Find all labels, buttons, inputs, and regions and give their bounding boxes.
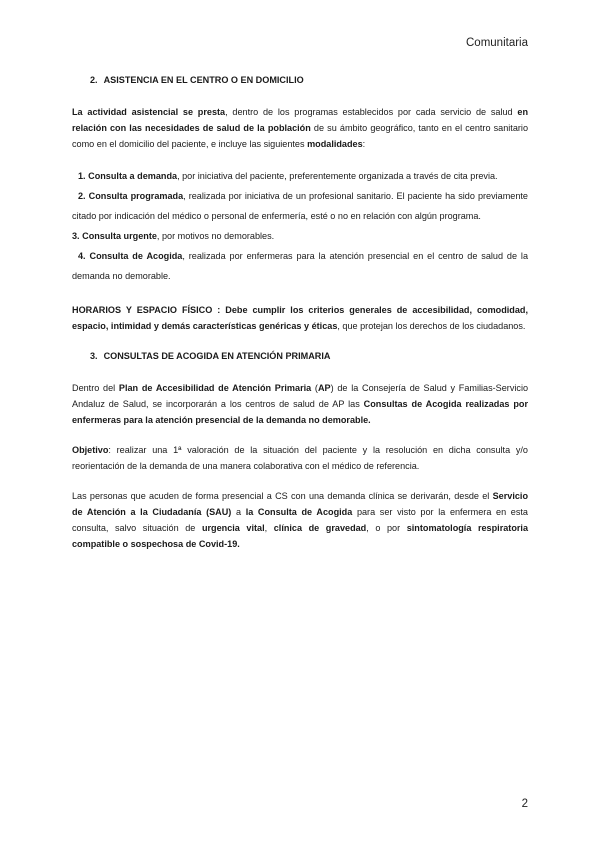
plan-text-3: ) de la Consejería de Salud y Familias-Servicio Andaluz de Salud, se incorporarán a los centros de salud de AP las xyxy=(72,383,529,409)
derivacion-bold-2: la Consulta de Acogida xyxy=(245,507,353,517)
derivacion-text-1: Las personas que acuden de forma presencial a CS con una demanda clínica se derivarán, desde el xyxy=(72,491,493,501)
derivacion-text-2: a xyxy=(231,507,246,517)
plan-text-2: ( xyxy=(311,383,318,393)
list-item-number: 1. xyxy=(78,171,86,181)
list-item xyxy=(72,226,528,246)
plan-bold-2: AP xyxy=(317,383,331,393)
plan-text-1: Dentro del xyxy=(72,383,119,393)
intro-bold-2: en relación con las necesidades de salud de la población xyxy=(72,107,529,133)
list-item-text: , realizada por iniciativa de un profesional sanitario. El paciente ha sido previamente citado por indicación del médico o personal de enfermería, esté o no en relación con algún programa. xyxy=(72,191,528,221)
list-item xyxy=(72,246,528,286)
horarios-text: , que protejan los derechos de los ciudadanos. xyxy=(337,321,526,331)
horarios-paragraph xyxy=(72,302,528,334)
list-item xyxy=(72,166,528,186)
section-number: 2. xyxy=(90,75,98,85)
horarios-bold: HORARIOS Y ESPACIO FÍSICO : Debe cumplir los criterios generales de accesibilidad, comodidad, espacio, intimidad y demás características genéricas y éticas xyxy=(72,305,528,331)
plan-bold-3: Consultas de Acogida realizadas por enfermeras para la atención presencial de la demanda no demorable. xyxy=(72,399,528,425)
section-title: CONSULTAS DE ACOGIDA EN ATENCIÓN PRIMARIA xyxy=(103,351,331,361)
list-item-text: , por motivos no demorables. xyxy=(156,231,275,241)
intro-text-1: , dentro de los programas establecidos por cada servicio de salud xyxy=(225,107,518,117)
list-item-number: 2. xyxy=(78,191,86,201)
intro-text-3: : xyxy=(362,139,366,149)
intro-text-2: de su ámbito geográfico, tanto en el centro sanitario como en el domicilio del paciente, e incluye las siguientes xyxy=(72,123,529,149)
header-title: Comunitaria xyxy=(466,37,528,49)
section-title: ASISTENCIA EN EL CENTRO O EN DOMICILIO xyxy=(103,75,304,85)
derivacion-bold-3: urgencia vital xyxy=(201,523,265,533)
intro-paragraph xyxy=(72,104,528,152)
section-heading-asistencia xyxy=(72,72,528,88)
derivacion-text-4: , xyxy=(264,523,274,533)
derivacion-bold-4: clínica de gravedad xyxy=(273,523,367,533)
list-item-title: Consulta de Acogida xyxy=(89,251,183,261)
list-item-text: , realizada por enfermeras para la atención presencial en el centro de salud de la demanda no demorable. xyxy=(72,251,529,281)
page-number: 2 xyxy=(521,798,528,810)
section-number: 3. xyxy=(90,351,98,361)
list-item-title: Consulta urgente xyxy=(82,231,157,241)
derivacion-bold-1: Servicio de Atención a la Ciudadanía (SAU) xyxy=(72,491,528,517)
section-heading-consultas xyxy=(72,348,528,364)
list-item-text: , por iniciativa del paciente, preferentemente organizada a través de cita previa. xyxy=(177,171,498,181)
intro-bold-1: La actividad asistencial se presta xyxy=(72,107,226,117)
objetivo-label: Objetivo xyxy=(72,445,109,455)
plan-bold-1: Plan de Accesibilidad de Atención Primaria xyxy=(118,383,312,393)
derivacion-text-3: para ser visto por la enfermera en esta consulta, salvo situación de xyxy=(72,507,528,533)
list-item-number: 4. xyxy=(78,251,86,261)
intro-bold-3: modalidades xyxy=(307,139,363,149)
list-item xyxy=(72,186,528,226)
list-item-number: 3. xyxy=(72,231,80,241)
derivacion-bold-5: sintomatología respiratoria compatible o sospechosa de Covid-19. xyxy=(72,523,529,549)
list-item-title: Consulta a demanda xyxy=(88,171,178,181)
objetivo-text: : realizar una 1ª valoración de la situación del paciente y la resolución en dicha consulta y/o reorientación de la demanda de una manera colaborativa con el médico de referencia. xyxy=(72,445,528,471)
page-content xyxy=(72,72,528,552)
objetivo-paragraph xyxy=(72,442,528,474)
derivacion-paragraph xyxy=(72,488,528,552)
derivacion-text-5: , o por xyxy=(366,523,407,533)
list-item-title: Consulta programada xyxy=(88,191,184,201)
plan-paragraph xyxy=(72,380,528,428)
